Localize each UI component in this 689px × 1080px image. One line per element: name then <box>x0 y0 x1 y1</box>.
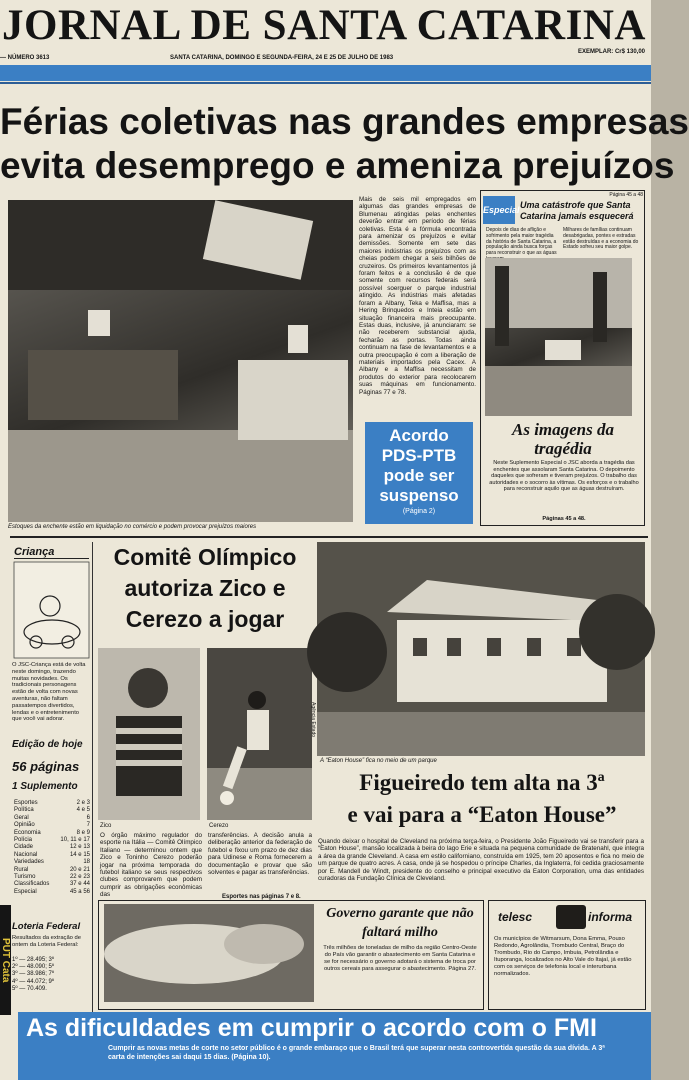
eaton-headline-line2: e vai para a “Eaton House” <box>347 802 617 827</box>
store-interior-illustration <box>8 200 353 522</box>
edition-pages: 56 páginas <box>12 759 80 774</box>
edge-ad-text: PUT Cata <box>0 937 11 983</box>
telephone-icon <box>556 905 586 929</box>
lottery-result: 1º — 28.495; 3º <box>12 957 55 963</box>
index-row: Especial 45 a 56 <box>14 888 90 895</box>
cerezo-action-illustration <box>207 648 312 820</box>
lead-body: Mais de seis mil empregados em algumas das grandes empresas de Blumenau atingidas pelas enchentes deverão entrar em período de férias coletivas. Esta é a fórmula encontrada para amenizar os prejuízos e evitar demissões. Somente em sete das maiores indústrias os prejuízos com as cheias podem chegar a seis bilhões de cruzeiros. Os primeiros levantamentos já foram feitos e a conclusão é de que somente com recursos federais será possível soerguer o parque industrial atingido. As indústrias mais afetadas foram a Albany, Teka e Maffisa, mas a Hering Brinquedos e Inteia estão em situação financeira mais preocupante. Estas duas, inclusive, já anunciaram: se não receberem substancial ajuda, fecharão as portas. Todas ainda continuam na fase de levantamentos e a outra preocupação é com a liberação de materiais importados pela Cacex. A Albany e a Maffisa necessitam de produtos do exterior para recolocarem suas máquinas em funcionamento. Páginas 77 e 78. <box>359 196 476 396</box>
lottery-results <box>12 957 90 999</box>
fmi-banner <box>18 1012 651 1080</box>
index-row: Geral 6 <box>14 814 90 821</box>
index-row: Opinião 7 <box>14 822 90 829</box>
pds-ptb-headline: Acordo PDS-PTB pode ser suspenso <box>379 426 459 505</box>
especial-intro-a: Depois de dias de aflição e sofrimento pela maior tragédia da história de Santa Catarina, a população ainda busca forças para reconstruir o que as águas <box>486 227 557 257</box>
especial-page-label: Página 45 a 48 <box>609 192 643 198</box>
masthead-rule-thin <box>0 82 651 84</box>
especial-title: Uma catástrofe que Santa Catarina jamais esquecerá <box>520 200 634 221</box>
olympic-body-b: transferências. A decisão anula a deliberação anterior da federação de futebol e fixou um prazo de dez dias para Udinese e Roma fornecerem a documentação e provar que são solventes e pagar as transferências. <box>208 832 312 877</box>
eaton-body: Quando deixar o hospital de Cleveland na próxima terça-feira, o Presidente João Figueiredo vai se transferir para a “Eaton House”, mansão localizada à beira do lago Erie e situada na pequena comunidade de Bratenahl, que integra a área da grande Cleveland. A casa em estilo californiano, construída em 1925, tem 20 aposentos e fica no meio de um parque de quatro acres. A casa, onde já se hospedou o príncipe Charles, da Inglaterra, foi cedida graciosamente por E. Mandell de Windt, presidente do conselho e principal executivo da Eaton Corporation, uma das entidades curadoras da Fundação Clínica de Cleveland. <box>318 838 644 883</box>
milho-headline: Governo garante que não faltará milho <box>326 906 474 940</box>
olympic-pages: Esportes nas páginas 7 e 8. <box>222 894 301 900</box>
section-divider <box>10 536 648 538</box>
cerezo-caption: Cerezo <box>209 823 229 829</box>
edge-advertisement <box>0 905 11 1015</box>
index-row: Cidade 12 e 13 <box>14 844 90 851</box>
dateline: SANTA CATARINA, DOMINGO E SEGUNDA-FEIRA, 24 E 25 DE JULHO DE 1983 <box>170 55 394 61</box>
crianca-illustration <box>14 562 89 658</box>
crianca-logo: Criança <box>14 545 89 559</box>
index-row: Esportes 2 e 3 <box>14 800 90 806</box>
cerezo-photo <box>207 648 312 820</box>
especial-intro-b: Milhares de famílias continuam desabrigadas, pontes e estradas estão destruídas e a economia do Estado sofreu seu maior golpe. <box>563 227 639 251</box>
lead-photo-caption: Estoques da enchente estão em liquidação no comércio e podem provocar prejuízos maiores <box>8 524 257 530</box>
masthead-title: JORNAL DE SANTA CATARINA <box>2 2 646 49</box>
eaton-house-photo <box>317 542 645 756</box>
lottery-result: 2º — 48.090; 5º <box>12 964 55 971</box>
lead-headline-line2: evita desemprego e ameniza prejuízos <box>0 145 675 186</box>
zico-caption: Zico <box>100 823 112 829</box>
flood-bridge-illustration <box>485 258 632 416</box>
lottery-intro: Resultados da extração de ontem da Loteria Federal: <box>12 935 81 948</box>
milho-body: Três milhões de toneladas de milho da região Centro-Oeste do País vão garantir o abastecimento em Santa Catarina e se for necessário o governo adotará o sistema de troca por outros cereais para assegurar o abastecimento. Página 27. <box>323 945 477 972</box>
index-row: Rural 20 e 21 <box>14 866 90 873</box>
index-row: Política 4 e 5 <box>14 807 90 814</box>
cartoon-car-illustration <box>14 562 89 658</box>
eaton-photo-credit: Agência Estado <box>310 702 316 738</box>
zico-portrait-illustration <box>98 648 200 820</box>
lottery-result: 4º — 44.072; 9º <box>12 978 55 985</box>
lottery-result: 5º — 70.409. <box>12 985 47 992</box>
fmi-headline: As dificuldades em cumprir o acordo com o FMI <box>26 1014 597 1042</box>
zico-photo <box>98 648 200 820</box>
olympic-headline: Comitê Olímpico autoriza Zico e Cerezo a jogar <box>113 544 297 632</box>
index-row: Economia 8 e 9 <box>14 829 90 836</box>
edition-title: Edição de hoje <box>12 739 83 750</box>
index-row: Polícia 10, 11 e 17 <box>14 837 90 844</box>
index-row: Variedades 18 <box>14 859 90 866</box>
milho-photo <box>104 904 314 1002</box>
index-row: Classificados 37 e 44 <box>14 881 90 888</box>
edition-index <box>14 800 90 918</box>
telesc-informa: informa <box>588 910 633 924</box>
pds-ptb-page: (Página 2) <box>402 508 436 515</box>
eaton-house-illustration <box>317 542 645 756</box>
crianca-blurb: O JSC-Criança está de volta neste domingo, trazendo muitas novidades. Os tradicionais personagens estão de volta com novas aventuras, não faltam passatempos divertidos, lendas e o entretenimento que você vai adorar. <box>12 662 86 723</box>
lottery-result: 3º — 38.986; 7º <box>12 971 55 978</box>
index-row: Turismo 22 e 23 <box>14 874 90 881</box>
telesc-brand: telesc <box>498 910 533 924</box>
lead-photo <box>8 200 353 522</box>
lead-headline-line1: Férias coletivas nas grandes empresas <box>0 101 689 142</box>
eaton-photo-caption: A “Eaton House” fica no meio de um parque <box>320 758 437 764</box>
edition-number: — NÚMERO 3613 <box>0 55 50 61</box>
lottery-title: Loteria Federal <box>12 921 81 932</box>
especial-photo <box>485 258 632 416</box>
especial-images-pages: Páginas 45 a 48. <box>542 516 586 522</box>
eaton-headline-line1: Figueiredo tem alta na 3ª <box>359 770 605 795</box>
pds-ptb-box <box>365 422 473 524</box>
edition-supplement: 1 Suplemento <box>12 781 78 792</box>
especial-images-title: As imagens da tragédia <box>511 420 615 458</box>
olympic-body-a: O órgão máximo regulador do esporte na Itália — Comitê Olímpico Italiano — determinou ontem que Zico e Toninho Cerezo poderão jogar na próxima temporada do futebol italiano se seus respectivos clubes comprovarem que podem cumprir as obrigações econômicas das <box>100 832 202 899</box>
corn-harvest-illustration <box>104 904 314 1002</box>
price: EXEMPLAR: Cr$ 130,00 <box>577 49 645 55</box>
index-row: Nacional 14 e 15 <box>14 851 90 858</box>
telesc-body: Os municípios de Witmarsum, Dona Emma, Pouso Redondo, Agrolândia, Trombudo Central, Braço do Trombudo, Rio do Campo, Imbuia, Petrolândia e Ituporanga, localizados no Alto Vale do Itajaí, já estão com os serviços de telefonia local e interurbana normalizados. <box>494 936 632 977</box>
masthead-rule <box>0 65 651 81</box>
especial-tag: Especial <box>483 196 515 224</box>
fmi-body: Cumprir as novas metas de corte no setor público é o grande embaraço que o Brasil terá que superar nesta controvertida questão da sua dívida. A 3ª carta de intenções sai daqui 15 dias. (Página 10). <box>108 1045 605 1061</box>
especial-images-text: Neste Suplemento Especial o JSC aborda a tragédia das enchentes que assolaram Santa Catarina. O depoimento daqueles que sofreram e tiveram prejuízos. O trabalho das autoridades e o socorro às vítimas. Os esforços e o trabalho para reconstruir aquilo que as águas destruíram. <box>489 460 639 493</box>
